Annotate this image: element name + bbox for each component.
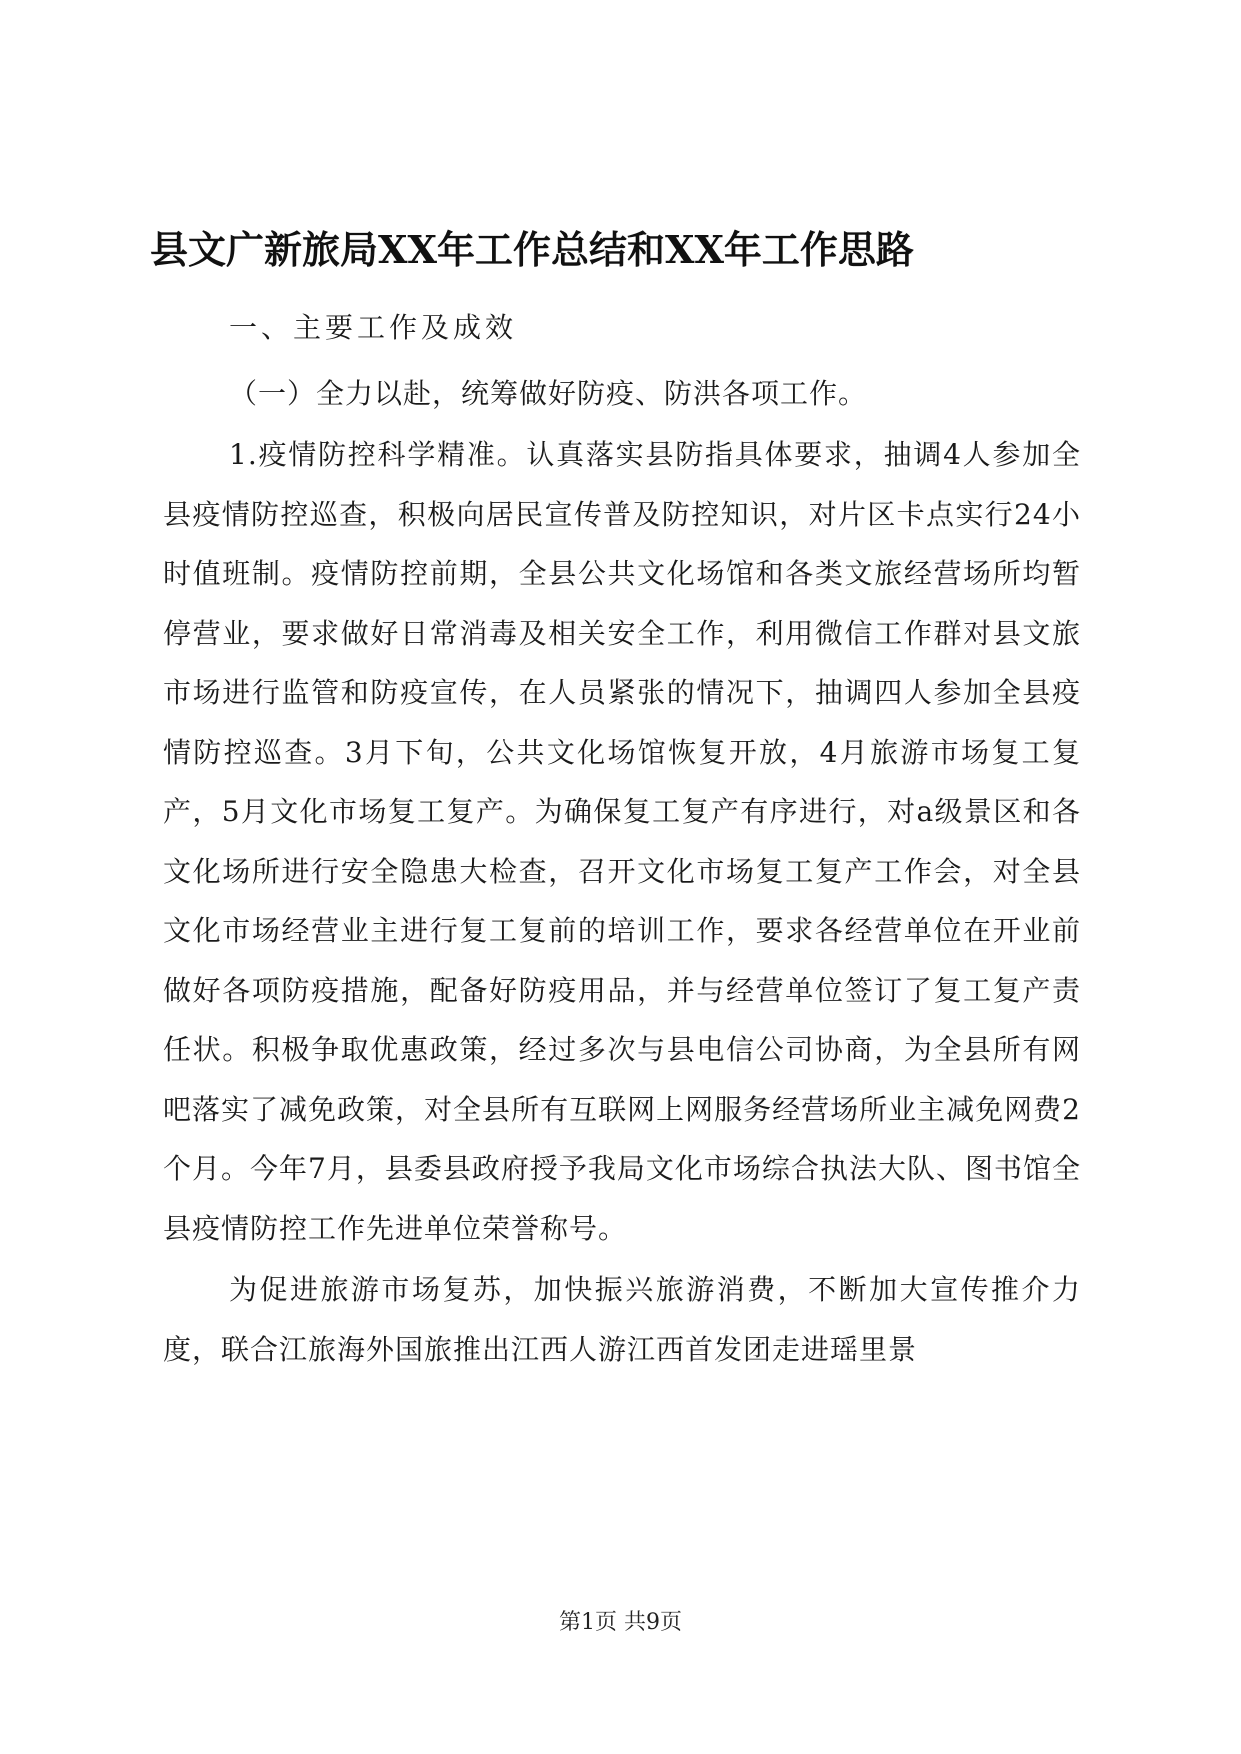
section-heading: 一、主要工作及成效: [229, 311, 518, 344]
page-number-footer: 第1页 共9页: [559, 1610, 682, 1635]
subsection-heading: （一）全力以赴，统筹做好防疫、防洪各项工作。: [229, 376, 868, 410]
document-body: [163, 298, 1081, 1379]
body-paragraph: 1.疫情防控科学精准。认真落实县防指具体要求，抽调4人参加全县疫情防控巡查，积极向居民宣传普及防控知识，对片区卡点实行24小时值班制。疫情防控前期，全县公共文化场馆和各类文旅经营场所均暂停营业，要求做好日常消毒及相关安全工作，利用微信工作群对县文旅市场进行监管和防疫宣传，在人员紧张的情况下，抽调四人参加全县疫情防控巡查。3月下旬，公共文化场馆恢复开放，4月旅游市场复工复产，5月文化市场复工复产。为确保复工复产有序进行，对a级景区和各文化场所进行安全隐患大检查，召开文化市场复工复产工作会，对全县文化市场经营业主进行复工复前的培训工作，要求各经营单位在开业前做好各项防疫措施，配备好防疫用品，并与经营单位签订了复工复产责任状。积极争取优惠政策，经过多次与县电信公司协商，为全县所有网吧落实了减免政策，对全县所有互联网上网服务经营场所业主减免网费2个月。今年7月，县委县政府授予我局文化市场综合执法大队、图书馆全县疫情防控工作先进单位荣誉称号。: [163, 438, 1081, 1245]
body-paragraph: 为促进旅游市场复苏，加快振兴旅游消费，不断加大宣传推介力度，联合江旅海外国旅推出江西人游江西首发团走进瑶里景: [163, 1273, 1081, 1366]
document-title: 县文广新旅局XX年工作总结和XX年工作思路: [150, 227, 914, 272]
